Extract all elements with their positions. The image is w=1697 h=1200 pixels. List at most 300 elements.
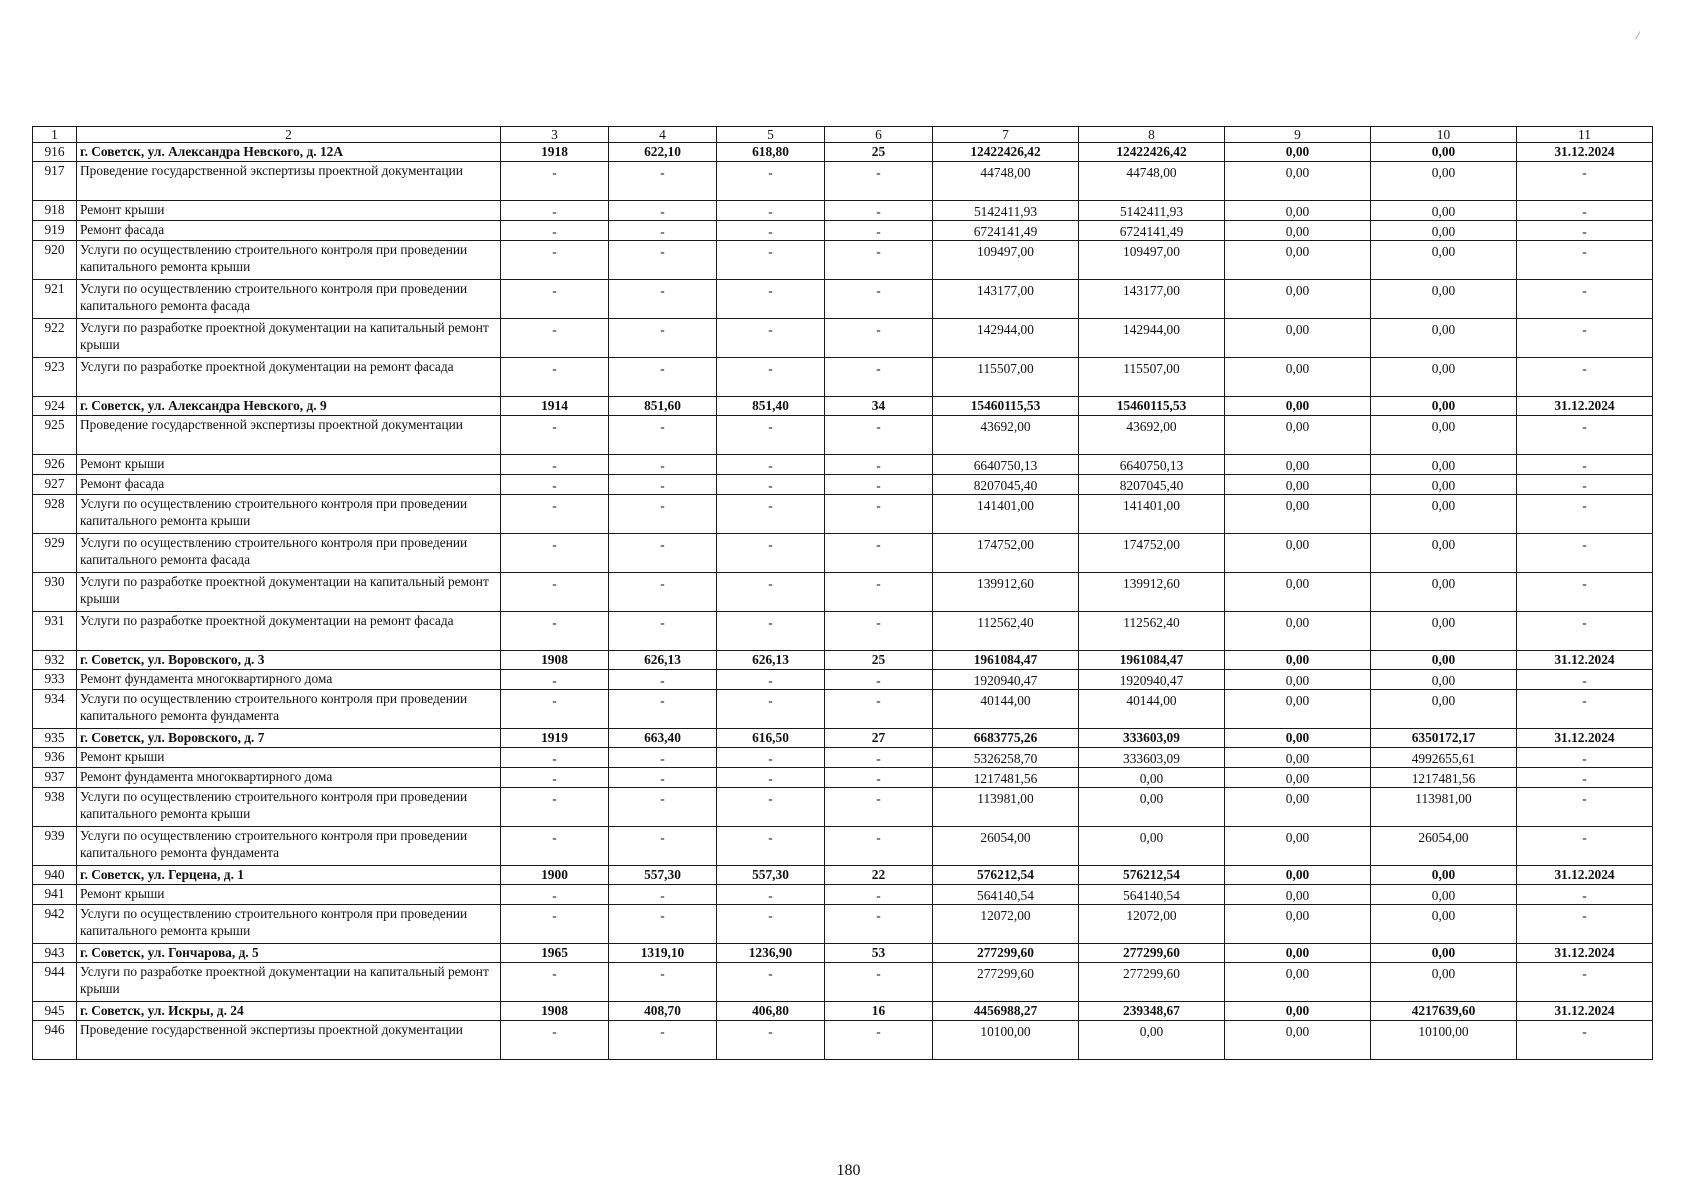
completion-date-cell: - [1517,241,1653,280]
total-cost-cell: 115507,00 [933,358,1079,397]
row-number-cell: 930 [33,573,77,612]
work-item-row [33,768,1653,788]
area-living-cell: - [717,455,825,475]
funds-source-b-cell: 0,00 [1225,963,1371,1002]
funds-source-b-cell: 0,00 [1225,455,1371,475]
completion-date-cell: - [1517,690,1653,729]
description-cell: г. Советск, ул. Герцена, д. 1 [77,866,501,885]
funds-source-a-cell: 0,00 [1079,768,1225,788]
total-cost-cell: 141401,00 [933,495,1079,534]
year-cell: - [501,319,609,358]
total-cost-cell: 15460115,53 [933,397,1079,416]
description-cell: Ремонт фундамента многоквартирного дома [77,768,501,788]
area-total-cell: - [609,573,717,612]
area-living-cell: - [717,201,825,221]
description-cell: Услуги по осуществлению строительного контроля при проведении капитального ремонта крыши [77,495,501,534]
total-cost-cell: 576212,54 [933,866,1079,885]
work-item-row [33,690,1653,729]
area-living-cell: - [717,416,825,455]
residents-cell: - [825,788,933,827]
funds-source-a-cell: 333603,09 [1079,748,1225,768]
work-item-row [33,495,1653,534]
total-cost-cell: 1961084,47 [933,651,1079,670]
area-living-cell: - [717,963,825,1002]
area-total-cell: - [609,1021,717,1060]
description-cell: г. Советск, ул. Александра Невского, д. 9 [77,397,501,416]
funds-source-a-cell: 1920940,47 [1079,670,1225,690]
total-cost-cell: 277299,60 [933,944,1079,963]
header-cell: 9 [1225,127,1371,143]
funds-source-c-cell: 0,00 [1371,397,1517,416]
row-number-cell: 918 [33,201,77,221]
funds-source-a-cell: 141401,00 [1079,495,1225,534]
funds-source-b-cell: 0,00 [1225,612,1371,651]
work-item-row [33,475,1653,495]
year-cell: - [501,612,609,651]
completion-date-cell: - [1517,495,1653,534]
residents-cell: - [825,534,933,573]
funds-source-c-cell: 0,00 [1371,280,1517,319]
area-total-cell: - [609,534,717,573]
funds-source-c-cell: 0,00 [1371,612,1517,651]
funds-source-a-cell: 0,00 [1079,827,1225,866]
row-number-cell: 920 [33,241,77,280]
work-item-row [33,455,1653,475]
row-number-cell: 946 [33,1021,77,1060]
total-cost-cell: 12422426,42 [933,143,1079,162]
funds-source-b-cell: 0,00 [1225,319,1371,358]
area-living-cell: - [717,534,825,573]
header-cell: 10 [1371,127,1517,143]
completion-date-cell: - [1517,963,1653,1002]
funds-source-b-cell: 0,00 [1225,768,1371,788]
description-cell: Услуги по осуществлению строительного контроля при проведении капитального ремонта крыши [77,241,501,280]
funds-source-a-cell: 564140,54 [1079,885,1225,905]
total-cost-cell: 139912,60 [933,573,1079,612]
work-item-row [33,885,1653,905]
area-living-cell: - [717,280,825,319]
area-total-cell: 626,13 [609,651,717,670]
year-cell: 1914 [501,397,609,416]
work-item-row [33,612,1653,651]
work-item-row [33,358,1653,397]
year-cell: - [501,573,609,612]
completion-date-cell: - [1517,416,1653,455]
row-number-cell: 925 [33,416,77,455]
header-cell: 6 [825,127,933,143]
funds-source-c-cell: 1217481,56 [1371,768,1517,788]
completion-date-cell: - [1517,573,1653,612]
area-living-cell: 557,30 [717,866,825,885]
residents-cell: - [825,201,933,221]
work-item-row [33,573,1653,612]
residents-cell: - [825,475,933,495]
total-cost-cell: 44748,00 [933,162,1079,201]
header-cell: 1 [33,127,77,143]
total-cost-cell: 174752,00 [933,534,1079,573]
residents-cell: - [825,280,933,319]
funds-source-b-cell: 0,00 [1225,162,1371,201]
funds-source-c-cell: 0,00 [1371,495,1517,534]
description-cell: Услуги по осуществлению строительного контроля при проведении капитального ремонта фундамента [77,827,501,866]
area-total-cell: - [609,416,717,455]
total-cost-cell: 26054,00 [933,827,1079,866]
funds-source-b-cell: 0,00 [1225,866,1371,885]
funds-source-b-cell: 0,00 [1225,495,1371,534]
work-item-row [33,788,1653,827]
funds-source-b-cell: 0,00 [1225,748,1371,768]
residents-cell: 25 [825,143,933,162]
completion-date-cell: - [1517,670,1653,690]
year-cell: - [501,241,609,280]
row-number-cell: 934 [33,690,77,729]
funds-source-b-cell: 0,00 [1225,729,1371,748]
row-number-cell: 926 [33,455,77,475]
completion-date-cell: - [1517,221,1653,241]
completion-date-cell: - [1517,162,1653,201]
description-cell: г. Советск, ул. Воровского, д. 7 [77,729,501,748]
total-cost-cell: 8207045,40 [933,475,1079,495]
address-row [33,397,1653,416]
area-total-cell: - [609,280,717,319]
completion-date-cell: 31.12.2024 [1517,729,1653,748]
total-cost-cell: 1920940,47 [933,670,1079,690]
area-total-cell: 622,10 [609,143,717,162]
funds-source-c-cell: 26054,00 [1371,827,1517,866]
year-cell: - [501,358,609,397]
funds-source-b-cell: 0,00 [1225,651,1371,670]
funds-source-a-cell: 112562,40 [1079,612,1225,651]
area-living-cell: - [717,670,825,690]
register-table [32,126,1653,1060]
area-total-cell: - [609,690,717,729]
area-living-cell: - [717,319,825,358]
funds-source-c-cell: 0,00 [1371,475,1517,495]
funds-source-a-cell: 12072,00 [1079,905,1225,944]
row-number-cell: 944 [33,963,77,1002]
year-cell: - [501,670,609,690]
funds-source-a-cell: 143177,00 [1079,280,1225,319]
description-cell: Ремонт крыши [77,748,501,768]
description-cell: Проведение государственной экспертизы проектной документации [77,162,501,201]
completion-date-cell: - [1517,534,1653,573]
year-cell: - [501,827,609,866]
description-cell: Ремонт фундамента многоквартирного дома [77,670,501,690]
funds-source-a-cell: 15460115,53 [1079,397,1225,416]
residents-cell: - [825,241,933,280]
row-number-cell: 943 [33,944,77,963]
funds-source-a-cell: 139912,60 [1079,573,1225,612]
work-item-row [33,963,1653,1002]
residents-cell: 25 [825,651,933,670]
total-cost-cell: 6640750,13 [933,455,1079,475]
page-number: 180 [836,1162,861,1179]
funds-source-c-cell: 0,00 [1371,221,1517,241]
header-cell: 4 [609,127,717,143]
header-cell: 3 [501,127,609,143]
residents-cell: - [825,573,933,612]
row-number-cell: 932 [33,651,77,670]
area-living-cell: - [717,162,825,201]
total-cost-cell: 6683775,26 [933,729,1079,748]
area-living-cell: - [717,748,825,768]
residents-cell: - [825,495,933,534]
year-cell: 1919 [501,729,609,748]
funds-source-a-cell: 0,00 [1079,788,1225,827]
row-number-cell: 923 [33,358,77,397]
funds-source-b-cell: 0,00 [1225,670,1371,690]
funds-source-c-cell: 0,00 [1371,651,1517,670]
total-cost-cell: 1217481,56 [933,768,1079,788]
funds-source-b-cell: 0,00 [1225,534,1371,573]
year-cell: 1965 [501,944,609,963]
work-item-row [33,319,1653,358]
area-total-cell: - [609,670,717,690]
row-number-cell: 940 [33,866,77,885]
funds-source-c-cell: 0,00 [1371,534,1517,573]
year-cell: - [501,162,609,201]
area-living-cell: - [717,475,825,495]
work-item-row [33,827,1653,866]
funds-source-b-cell: 0,00 [1225,1002,1371,1021]
residents-cell: - [825,319,933,358]
residents-cell: - [825,768,933,788]
row-number-cell: 936 [33,748,77,768]
completion-date-cell: - [1517,201,1653,221]
funds-source-b-cell: 0,00 [1225,885,1371,905]
total-cost-cell: 6724141,49 [933,221,1079,241]
funds-source-a-cell: 174752,00 [1079,534,1225,573]
funds-source-c-cell: 0,00 [1371,201,1517,221]
funds-source-b-cell: 0,00 [1225,944,1371,963]
residents-cell: - [825,827,933,866]
total-cost-cell: 143177,00 [933,280,1079,319]
funds-source-b-cell: 0,00 [1225,690,1371,729]
area-total-cell: - [609,885,717,905]
completion-date-cell: - [1517,455,1653,475]
area-total-cell: - [609,475,717,495]
header-cell: 2 [77,127,501,143]
area-total-cell: - [609,905,717,944]
funds-source-a-cell: 277299,60 [1079,944,1225,963]
work-item-row [33,1021,1653,1060]
total-cost-cell: 142944,00 [933,319,1079,358]
work-item-row [33,280,1653,319]
total-cost-cell: 10100,00 [933,1021,1079,1060]
area-total-cell: - [609,748,717,768]
row-number-cell: 917 [33,162,77,201]
area-living-cell: 616,50 [717,729,825,748]
residents-cell: 34 [825,397,933,416]
total-cost-cell: 4456988,27 [933,1002,1079,1021]
funds-source-a-cell: 44748,00 [1079,162,1225,201]
year-cell: - [501,768,609,788]
description-cell: Услуги по осуществлению строительного контроля при проведении капитального ремонта фундамента [77,690,501,729]
work-item-row [33,748,1653,768]
residents-cell: - [825,905,933,944]
year-cell: - [501,221,609,241]
funds-source-b-cell: 0,00 [1225,573,1371,612]
completion-date-cell: - [1517,827,1653,866]
funds-source-c-cell: 0,00 [1371,416,1517,455]
funds-source-c-cell: 6350172,17 [1371,729,1517,748]
total-cost-cell: 113981,00 [933,788,1079,827]
funds-source-a-cell: 43692,00 [1079,416,1225,455]
work-item-row [33,162,1653,201]
row-number-cell: 939 [33,827,77,866]
description-cell: г. Советск, ул. Гончарова, д. 5 [77,944,501,963]
area-living-cell: - [717,690,825,729]
residents-cell: - [825,221,933,241]
completion-date-cell: 31.12.2024 [1517,143,1653,162]
residents-cell: - [825,670,933,690]
total-cost-cell: 5326258,70 [933,748,1079,768]
description-cell: Услуги по осуществлению строительного контроля при проведении капитального ремонта крыши [77,905,501,944]
funds-source-b-cell: 0,00 [1225,358,1371,397]
area-total-cell: - [609,768,717,788]
funds-source-c-cell: 10100,00 [1371,1021,1517,1060]
row-number-cell: 931 [33,612,77,651]
residents-cell: 53 [825,944,933,963]
work-item-row [33,241,1653,280]
total-cost-cell: 277299,60 [933,963,1079,1002]
description-cell: Услуги по разработке проектной документации на капитальный ремонт крыши [77,963,501,1002]
completion-date-cell: 31.12.2024 [1517,397,1653,416]
area-total-cell: - [609,788,717,827]
description-cell: Услуги по осуществлению строительного контроля при проведении капитального ремонта фасада [77,534,501,573]
address-row [33,944,1653,963]
description-cell: г. Советск, ул. Александра Невского, д. 12А [77,143,501,162]
row-number-cell: 938 [33,788,77,827]
row-number-cell: 942 [33,905,77,944]
year-cell: - [501,690,609,729]
row-number-cell: 916 [33,143,77,162]
work-item-row [33,416,1653,455]
funds-source-b-cell: 0,00 [1225,143,1371,162]
year-cell: - [501,963,609,1002]
completion-date-cell: - [1517,280,1653,319]
description-cell: Ремонт фасада [77,221,501,241]
row-number-cell: 937 [33,768,77,788]
total-cost-cell: 109497,00 [933,241,1079,280]
funds-source-c-cell: 4992655,61 [1371,748,1517,768]
funds-source-c-cell: 0,00 [1371,143,1517,162]
year-cell: - [501,905,609,944]
address-row [33,1002,1653,1021]
header-cell: 11 [1517,127,1653,143]
area-total-cell: - [609,319,717,358]
row-number-cell: 941 [33,885,77,905]
description-cell: Услуги по разработке проектной документации на капитальный ремонт крыши [77,573,501,612]
description-cell: Услуги по осуществлению строительного контроля при проведении капитального ремонта крыши [77,788,501,827]
work-item-row [33,221,1653,241]
completion-date-cell: 31.12.2024 [1517,944,1653,963]
completion-date-cell: - [1517,1021,1653,1060]
residents-cell: - [825,358,933,397]
funds-source-a-cell: 115507,00 [1079,358,1225,397]
area-living-cell: - [717,788,825,827]
area-total-cell: - [609,455,717,475]
completion-date-cell: 31.12.2024 [1517,651,1653,670]
row-number-cell: 928 [33,495,77,534]
table-body [33,127,1653,1060]
residents-cell: 16 [825,1002,933,1021]
header-cell: 8 [1079,127,1225,143]
area-total-cell: - [609,162,717,201]
area-living-cell: 618,80 [717,143,825,162]
area-living-cell: 406,80 [717,1002,825,1021]
funds-source-c-cell: 4217639,60 [1371,1002,1517,1021]
description-cell: Услуги по разработке проектной документации на ремонт фасада [77,612,501,651]
area-total-cell: 557,30 [609,866,717,885]
area-living-cell: - [717,905,825,944]
description-cell: Услуги по разработке проектной документации на капитальный ремонт крыши [77,319,501,358]
row-number-cell: 922 [33,319,77,358]
total-cost-cell: 112562,40 [933,612,1079,651]
area-living-cell: - [717,573,825,612]
funds-source-a-cell: 8207045,40 [1079,475,1225,495]
year-cell: 1918 [501,143,609,162]
funds-source-c-cell: 0,00 [1371,905,1517,944]
area-total-cell: - [609,612,717,651]
header-cell: 7 [933,127,1079,143]
completion-date-cell: - [1517,905,1653,944]
residents-cell: - [825,416,933,455]
completion-date-cell: - [1517,748,1653,768]
row-number-cell: 921 [33,280,77,319]
area-total-cell: 1319,10 [609,944,717,963]
residents-cell: - [825,612,933,651]
completion-date-cell: - [1517,885,1653,905]
funds-source-b-cell: 0,00 [1225,280,1371,319]
total-cost-cell: 40144,00 [933,690,1079,729]
year-cell: - [501,280,609,319]
description-cell: Проведение государственной экспертизы проектной документации [77,416,501,455]
funds-source-c-cell: 0,00 [1371,162,1517,201]
row-number-cell: 935 [33,729,77,748]
year-cell: - [501,201,609,221]
funds-source-b-cell: 0,00 [1225,416,1371,455]
completion-date-cell: - [1517,475,1653,495]
residents-cell: - [825,1021,933,1060]
header-row [33,127,1653,143]
area-total-cell: - [609,201,717,221]
corner-mark: / [1636,28,1640,42]
funds-source-b-cell: 0,00 [1225,788,1371,827]
address-row [33,866,1653,885]
total-cost-cell: 12072,00 [933,905,1079,944]
description-cell: Ремонт крыши [77,885,501,905]
description-cell: Ремонт крыши [77,201,501,221]
completion-date-cell: - [1517,358,1653,397]
area-total-cell: - [609,241,717,280]
residents-cell: - [825,963,933,1002]
residents-cell: - [825,885,933,905]
area-living-cell: - [717,358,825,397]
area-living-cell: - [717,241,825,280]
completion-date-cell: - [1517,612,1653,651]
funds-source-c-cell: 0,00 [1371,241,1517,280]
funds-source-a-cell: 142944,00 [1079,319,1225,358]
funds-source-c-cell: 0,00 [1371,690,1517,729]
area-living-cell: - [717,221,825,241]
year-cell: 1908 [501,1002,609,1021]
year-cell: - [501,475,609,495]
area-total-cell: - [609,495,717,534]
row-number-cell: 927 [33,475,77,495]
year-cell: - [501,1021,609,1060]
row-number-cell: 945 [33,1002,77,1021]
